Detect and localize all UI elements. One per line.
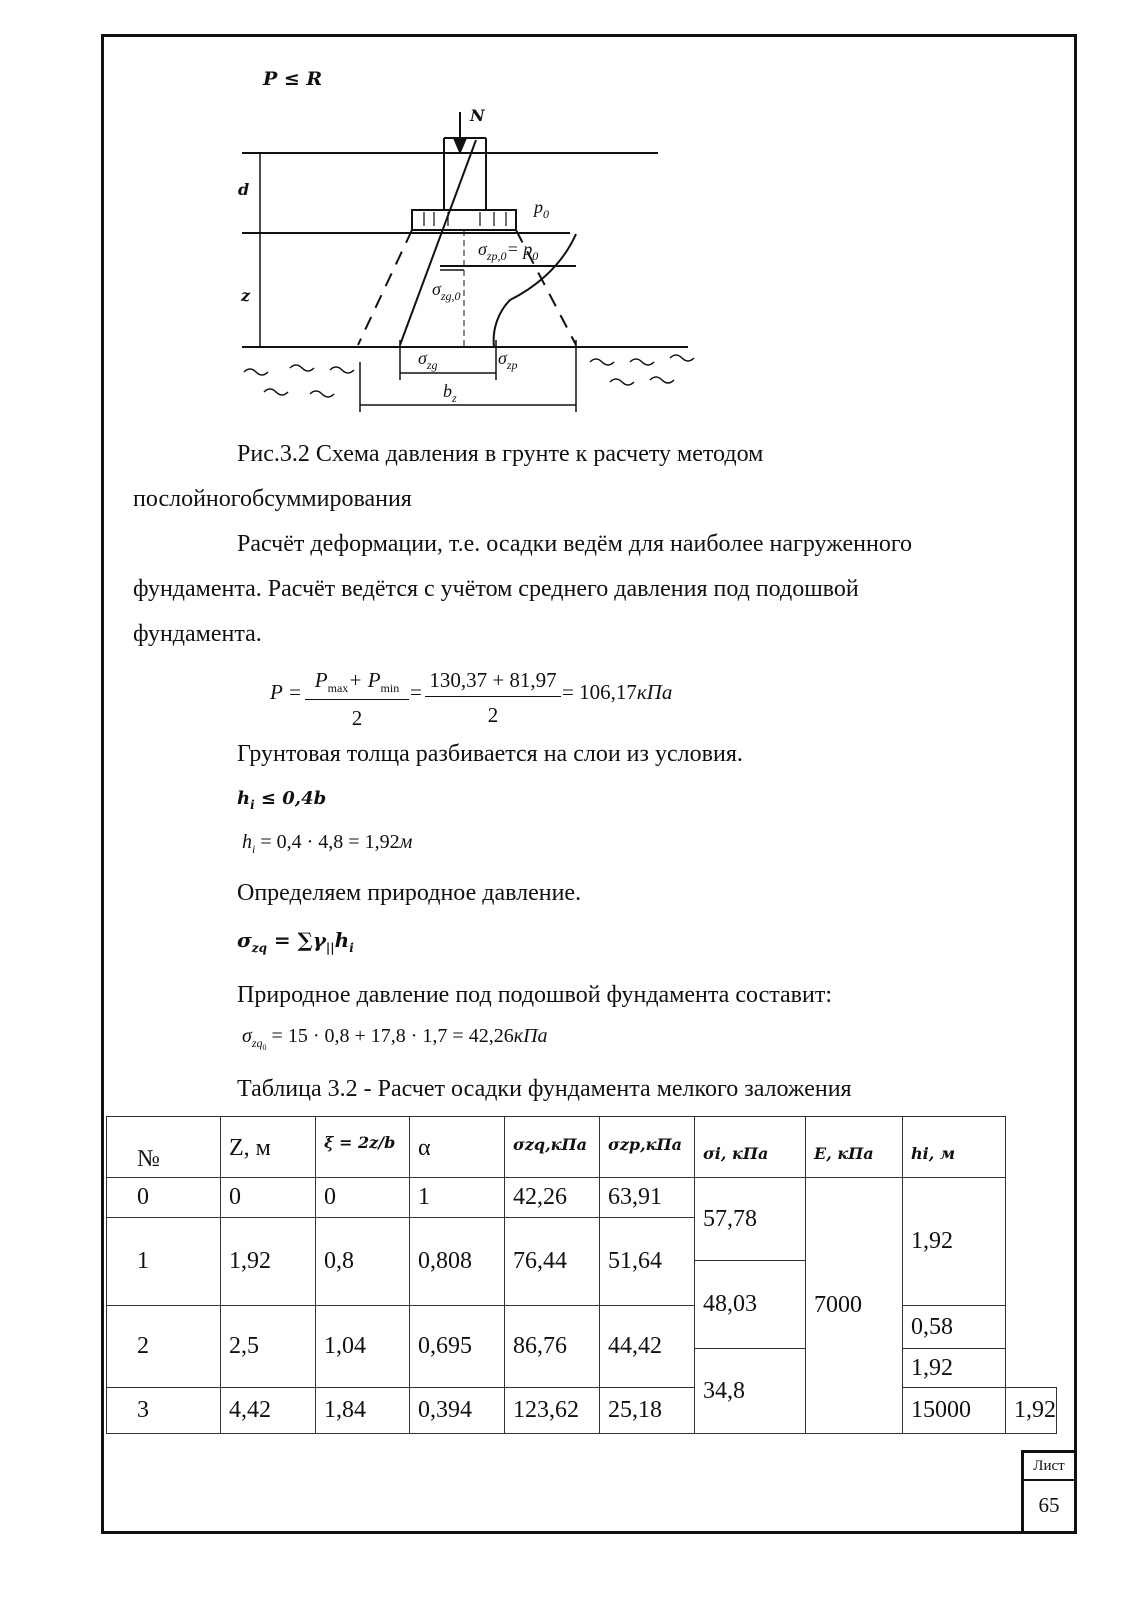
formula-p-lhs: P =	[270, 680, 302, 704]
formula-p-frac2: $\frac{130,37 + 81,97}{2}$	[425, 668, 561, 728]
header-e: E, кПа	[806, 1117, 903, 1178]
header-xi: ξ = 2z/b	[316, 1117, 410, 1178]
para1-line3: фундамента.	[133, 621, 262, 647]
cell-r1-szp: 51,64	[600, 1218, 695, 1306]
label-szp: $\sigma_{zp}$	[498, 348, 518, 372]
label-szp0: $\sigma_{zp,0}= p_0$	[478, 239, 539, 263]
sheet-label: Лист	[1024, 1453, 1074, 1481]
formula-p-le-r: P ≤ R	[263, 68, 323, 90]
label-szg: $\sigma_{zg}$	[418, 348, 438, 372]
cell-e-a: 7000	[806, 1178, 903, 1434]
cell-r1-no: 1	[107, 1218, 221, 1306]
cell-r1-alpha: 0,808	[410, 1218, 505, 1306]
para1-line2: фундамента. Расчёт ведётся с учётом среднего давления под подошвой	[133, 576, 859, 602]
para3: Определяем природное давление.	[237, 880, 582, 906]
header-szp: σzp,кПа	[600, 1117, 695, 1178]
condition-h: $h_i \le 0,4b$	[237, 788, 327, 812]
header-szq: σzq,кПа	[505, 1117, 600, 1178]
cell-r3-z: 4,42	[221, 1388, 316, 1434]
cell-hi-a: 1,92	[903, 1178, 1006, 1306]
header-no: №	[107, 1117, 221, 1178]
cell-hi-d: 1,92	[1006, 1388, 1057, 1434]
figure-caption-line1: Рис.3.2 Схема давления в грунте к расчету методом	[237, 441, 764, 467]
sigma-formula: $\sigma_{zq} = \sum\gamma_{||}h_i$	[237, 928, 354, 955]
para1-line1: Расчёт деформации, т.е. осадки ведём для наиболее нагруженного	[237, 531, 913, 557]
label-z: z	[241, 286, 251, 305]
label-bz: $b_z$	[443, 381, 457, 405]
cell-si-c: 34,8	[695, 1349, 806, 1434]
figure-caption-line2: послойногобсуммирования	[133, 486, 412, 512]
formula-p-eq2: =	[410, 680, 422, 704]
pressure-diagram	[230, 100, 700, 420]
cell-r1-z: 1,92	[221, 1218, 316, 1306]
cell-r3-szp: 25,18	[600, 1388, 695, 1434]
label-p0: $p_0$	[534, 197, 549, 221]
cell-hi-b: 0,58	[903, 1306, 1006, 1349]
sheet-number: 65	[1038, 1493, 1060, 1517]
header-si: σi, кПа	[695, 1117, 806, 1178]
cell-r2-xi: 1,04	[316, 1306, 410, 1388]
cell-r3-alpha: 0,394	[410, 1388, 505, 1434]
table-title: Таблица 3.2 - Расчет осадки фундамента мелкого заложения	[237, 1076, 852, 1102]
cell-e-b: 15000	[903, 1388, 1006, 1434]
cell-r0-szq: 42,26	[505, 1178, 600, 1218]
label-N: N	[470, 106, 485, 125]
cell-r3-szq: 123,62	[505, 1388, 600, 1434]
cell-r0-xi: 0	[316, 1178, 410, 1218]
cell-r2-szp: 44,42	[600, 1306, 695, 1388]
para4: Природное давление под подошвой фундамента составит:	[237, 982, 832, 1008]
cell-r2-alpha: 0,695	[410, 1306, 505, 1388]
header-z: Z, м	[221, 1117, 316, 1178]
formula-p-result: = 106,17кПа	[562, 680, 673, 704]
para2: Грунтовая толща разбивается на слои из условия.	[237, 741, 743, 767]
label-d: d	[238, 180, 250, 199]
cell-r1-xi: 0,8	[316, 1218, 410, 1306]
cell-r3-xi: 1,84	[316, 1388, 410, 1434]
settlement-table	[106, 1116, 1057, 1434]
cell-r1-szq: 76,44	[505, 1218, 600, 1306]
cell-r2-no: 2	[107, 1306, 221, 1388]
label-szg0: $\sigma_{zg,0}$	[432, 279, 461, 303]
formula-p-frac1: $P_{max}+ P_{min}$ 2	[305, 668, 409, 731]
sigma-calc: $\sigma_{zq0} = 15 \cdot 0,8 + 17,8 \cdot 1,7 = 42,26кПа$	[242, 1025, 548, 1052]
header-hi: hi, м	[903, 1117, 1006, 1178]
cell-si-a: 57,78	[695, 1178, 806, 1261]
cell-r0-z: 0	[221, 1178, 316, 1218]
cell-r3-no: 3	[107, 1388, 221, 1434]
cell-r2-z: 2,5	[221, 1306, 316, 1388]
cell-r0-no: 0	[107, 1178, 221, 1218]
cell-si-b: 48,03	[695, 1261, 806, 1349]
header-alpha: α	[410, 1117, 505, 1178]
cell-r0-szp: 63,91	[600, 1178, 695, 1218]
cell-r2-szq: 86,76	[505, 1306, 600, 1388]
cell-hi-c: 1,92	[903, 1349, 1006, 1388]
sheet-stamp	[1021, 1450, 1077, 1534]
cell-r0-alpha: 1	[410, 1178, 505, 1218]
calc-h: $h_i = 0,4 \cdot 4,8 = 1,92м$	[242, 831, 413, 856]
